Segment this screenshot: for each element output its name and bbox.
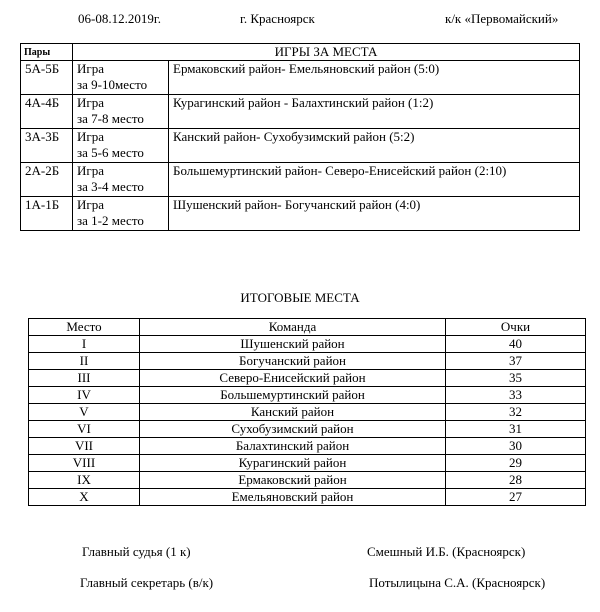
points-cell: 29 xyxy=(446,455,586,472)
place-cell: VIII xyxy=(29,455,140,472)
game-cell xyxy=(73,163,169,197)
pair-cell: 4А-4Б xyxy=(21,95,73,129)
standing-row xyxy=(29,353,586,370)
game-cell xyxy=(73,197,169,231)
final-standings-title: ИТОГОВЫЕ МЕСТА xyxy=(240,290,360,305)
team-cell: Емельяновский район xyxy=(140,489,446,506)
game-row xyxy=(21,129,580,163)
header-city: г. Красноярск xyxy=(240,11,315,26)
standing-row xyxy=(29,421,586,438)
standing-row xyxy=(29,370,586,387)
chief-judge-name: Смешный И.Б. (Красноярск) xyxy=(367,544,526,559)
team-cell: Канский район xyxy=(140,404,446,421)
place-cell: X xyxy=(29,489,140,506)
games-title: ИГРЫ ЗА МЕСТА xyxy=(73,44,580,61)
header-venue: к/к «Первомайский» xyxy=(445,11,559,26)
game-label: Игра xyxy=(77,61,104,76)
standing-row xyxy=(29,455,586,472)
game-place: за 7-8 место xyxy=(77,111,144,126)
team-cell: Ермаковский район xyxy=(140,472,446,489)
team-cell: Северо-Енисейский район xyxy=(140,370,446,387)
place-cell: IX xyxy=(29,472,140,489)
team-cell: Балахтинский район xyxy=(140,438,446,455)
game-row xyxy=(21,95,580,129)
match-cell: Большемуртинский район- Северо-Енисейский район (2:10) xyxy=(169,163,580,197)
game-label: Игра xyxy=(77,95,104,110)
place-cell: V xyxy=(29,404,140,421)
match-cell: Курагинский район - Балахтинский район (1:2) xyxy=(169,95,580,129)
pair-cell: 2А-2Б xyxy=(21,163,73,197)
points-cell: 33 xyxy=(446,387,586,404)
games-header-row xyxy=(21,44,580,61)
team-cell: Шушенский район xyxy=(140,336,446,353)
game-row xyxy=(21,61,580,95)
place-cell: VII xyxy=(29,438,140,455)
points-cell: 35 xyxy=(446,370,586,387)
game-row xyxy=(21,197,580,231)
pairs-header: Пары xyxy=(21,44,73,61)
place-header: Место xyxy=(29,319,140,336)
place-cell: IV xyxy=(29,387,140,404)
chief-judge-role: Главный судья (1 к) xyxy=(82,544,191,559)
standing-row xyxy=(29,438,586,455)
game-place: за 1-2 место xyxy=(77,213,144,228)
team-cell: Сухобузимский район xyxy=(140,421,446,438)
points-cell: 37 xyxy=(446,353,586,370)
pair-cell: 1А-1Б xyxy=(21,197,73,231)
game-row xyxy=(21,163,580,197)
game-place: за 3-4 место xyxy=(77,179,144,194)
place-cell: III xyxy=(29,370,140,387)
final-standings-table xyxy=(28,318,586,506)
standing-row xyxy=(29,404,586,421)
game-label: Игра xyxy=(77,197,104,212)
points-cell: 32 xyxy=(446,404,586,421)
game-cell xyxy=(73,61,169,95)
team-cell: Богучанский район xyxy=(140,353,446,370)
chief-secretary-role: Главный секретарь (в/к) xyxy=(80,575,214,590)
standing-row xyxy=(29,387,586,404)
match-cell: Шушенский район- Богучанский район (4:0) xyxy=(169,197,580,231)
place-cell: VI xyxy=(29,421,140,438)
match-cell: Ермаковский район- Емельяновский район (5:0) xyxy=(169,61,580,95)
place-cell: II xyxy=(29,353,140,370)
game-place: за 5-6 место xyxy=(77,145,144,160)
game-label: Игра xyxy=(77,129,104,144)
points-cell: 30 xyxy=(446,438,586,455)
standing-row xyxy=(29,472,586,489)
team-header: Команда xyxy=(140,319,446,336)
points-cell: 40 xyxy=(446,336,586,353)
chief-secretary-name: Потылицына С.А. (Красноярск) xyxy=(369,575,546,590)
points-cell: 28 xyxy=(446,472,586,489)
standing-row xyxy=(29,489,586,506)
game-label: Игра xyxy=(77,163,104,178)
game-cell xyxy=(73,95,169,129)
header-date: 06-08.12.2019г. xyxy=(78,11,161,26)
points-cell: 27 xyxy=(446,489,586,506)
final-header-row xyxy=(29,319,586,336)
team-cell: Большемуртинский район xyxy=(140,387,446,404)
place-cell: I xyxy=(29,336,140,353)
points-cell: 31 xyxy=(446,421,586,438)
match-cell: Канский район- Сухобузимский район (5:2) xyxy=(169,129,580,163)
placement-games-table xyxy=(20,43,580,231)
game-place: за 9-10место xyxy=(77,77,148,92)
game-cell xyxy=(73,129,169,163)
standing-row xyxy=(29,336,586,353)
pair-cell: 5А-5Б xyxy=(21,61,73,95)
team-cell: Курагинский район xyxy=(140,455,446,472)
points-header: Очки xyxy=(446,319,586,336)
pair-cell: 3А-3Б xyxy=(21,129,73,163)
